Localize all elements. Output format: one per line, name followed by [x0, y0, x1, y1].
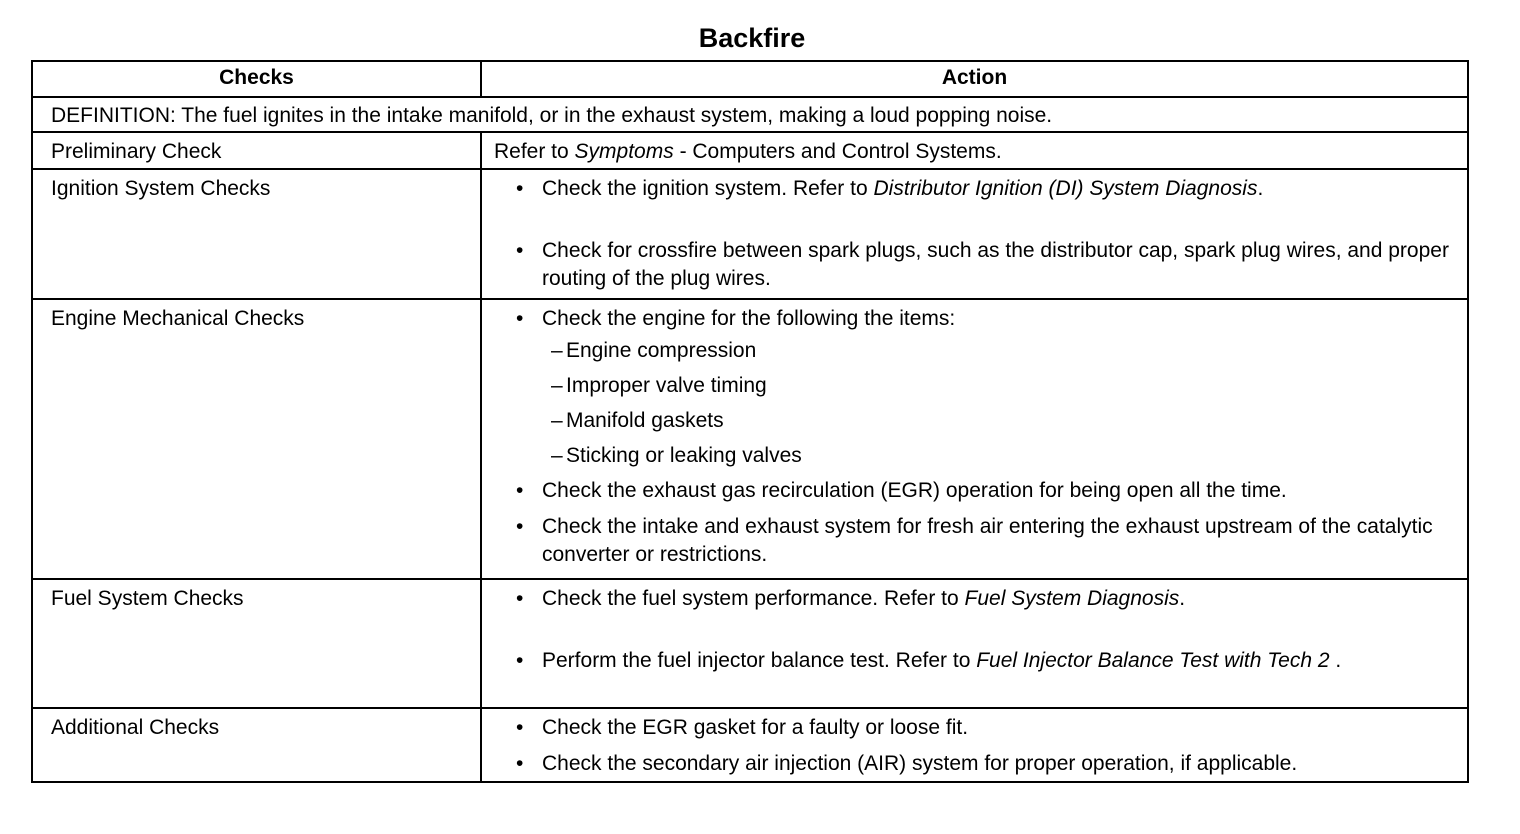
engine-action: [481, 299, 1468, 579]
fuel-item-2: [494, 647, 1459, 675]
fuel-item-1-prefix: Check the fuel system performance. Refer to: [542, 587, 965, 610]
table-row: [32, 132, 1468, 169]
fuel-item-1: [494, 585, 1459, 613]
engine-item-3: • Check the intake and exhaust system for fresh air entering the exhaust upstream of the catalytic converter or restrictions.: [494, 513, 1459, 569]
additional-action: [481, 708, 1468, 782]
engine-label: Engine Mechanical Checks: [32, 299, 481, 579]
engine-item-1: [494, 305, 1459, 470]
preliminary-prefix: Refer to: [494, 140, 575, 163]
checks-header: Checks: [32, 61, 481, 97]
ignition-action: [481, 169, 1468, 299]
engine-subitem: – Sticking or leaking valves: [542, 442, 1459, 470]
ignition-item-1: [494, 175, 1459, 203]
ignition-item-1-prefix: Check the ignition system. Refer to: [542, 177, 874, 200]
table-row: [32, 708, 1468, 782]
additional-label: Additional Checks: [32, 708, 481, 782]
fuel-item-1-suffix: .: [1179, 587, 1186, 610]
fuel-item-2-prefix: Perform the fuel injector balance test. Refer to: [542, 649, 977, 672]
table-row: [32, 299, 1468, 579]
header-row: [32, 61, 1468, 97]
preliminary-link: Symptoms: [574, 140, 674, 163]
preliminary-label: Preliminary Check: [32, 132, 481, 169]
table-row: [32, 579, 1468, 708]
fuel-item-2-link: Fuel Injector Balance Test with Tech 2: [976, 649, 1330, 672]
ignition-item-1-suffix: .: [1257, 177, 1264, 200]
fuel-action: [481, 579, 1468, 708]
engine-subitem: – Manifold gaskets: [542, 407, 1459, 435]
additional-item-1: • Check the EGR gasket for a faulty or loose fit.: [494, 714, 1459, 742]
additional-item-2: • Check the secondary air injection (AIR) system for proper operation, if applicable.: [494, 750, 1459, 778]
definition-text: DEFINITION: The fuel ignites in the intake manifold, or in the exhaust system, making a loud popping noise.: [32, 97, 1468, 132]
preliminary-action: [481, 132, 1468, 169]
ignition-item-1-link: Distributor Ignition (DI) System Diagnosis: [873, 177, 1258, 200]
engine-item-1-text: Check the engine for the following the items:: [542, 307, 956, 330]
preliminary-suffix: - Computers and Control Systems.: [673, 140, 1002, 163]
action-header: Action: [481, 61, 1468, 97]
engine-subitem: – Engine compression: [542, 337, 1459, 365]
fuel-item-2-suffix: .: [1329, 649, 1342, 672]
ignition-label: Ignition System Checks: [32, 169, 481, 299]
fuel-item-1-link: Fuel System Diagnosis: [964, 587, 1180, 610]
engine-subitem: – Improper valve timing: [542, 372, 1459, 400]
diagnostic-table: [31, 60, 1469, 783]
fuel-label: Fuel System Checks: [32, 579, 481, 708]
table-row: [32, 169, 1468, 299]
definition-row: [32, 97, 1468, 132]
ignition-item-2: • Check for crossfire between spark plugs, such as the distributor cap, spark plug wires, and proper routing of the plug wires.: [494, 237, 1459, 293]
engine-item-2: • Check the exhaust gas recirculation (EGR) operation for being open all the time.: [494, 477, 1459, 505]
page-title: Backfire: [698, 23, 806, 53]
